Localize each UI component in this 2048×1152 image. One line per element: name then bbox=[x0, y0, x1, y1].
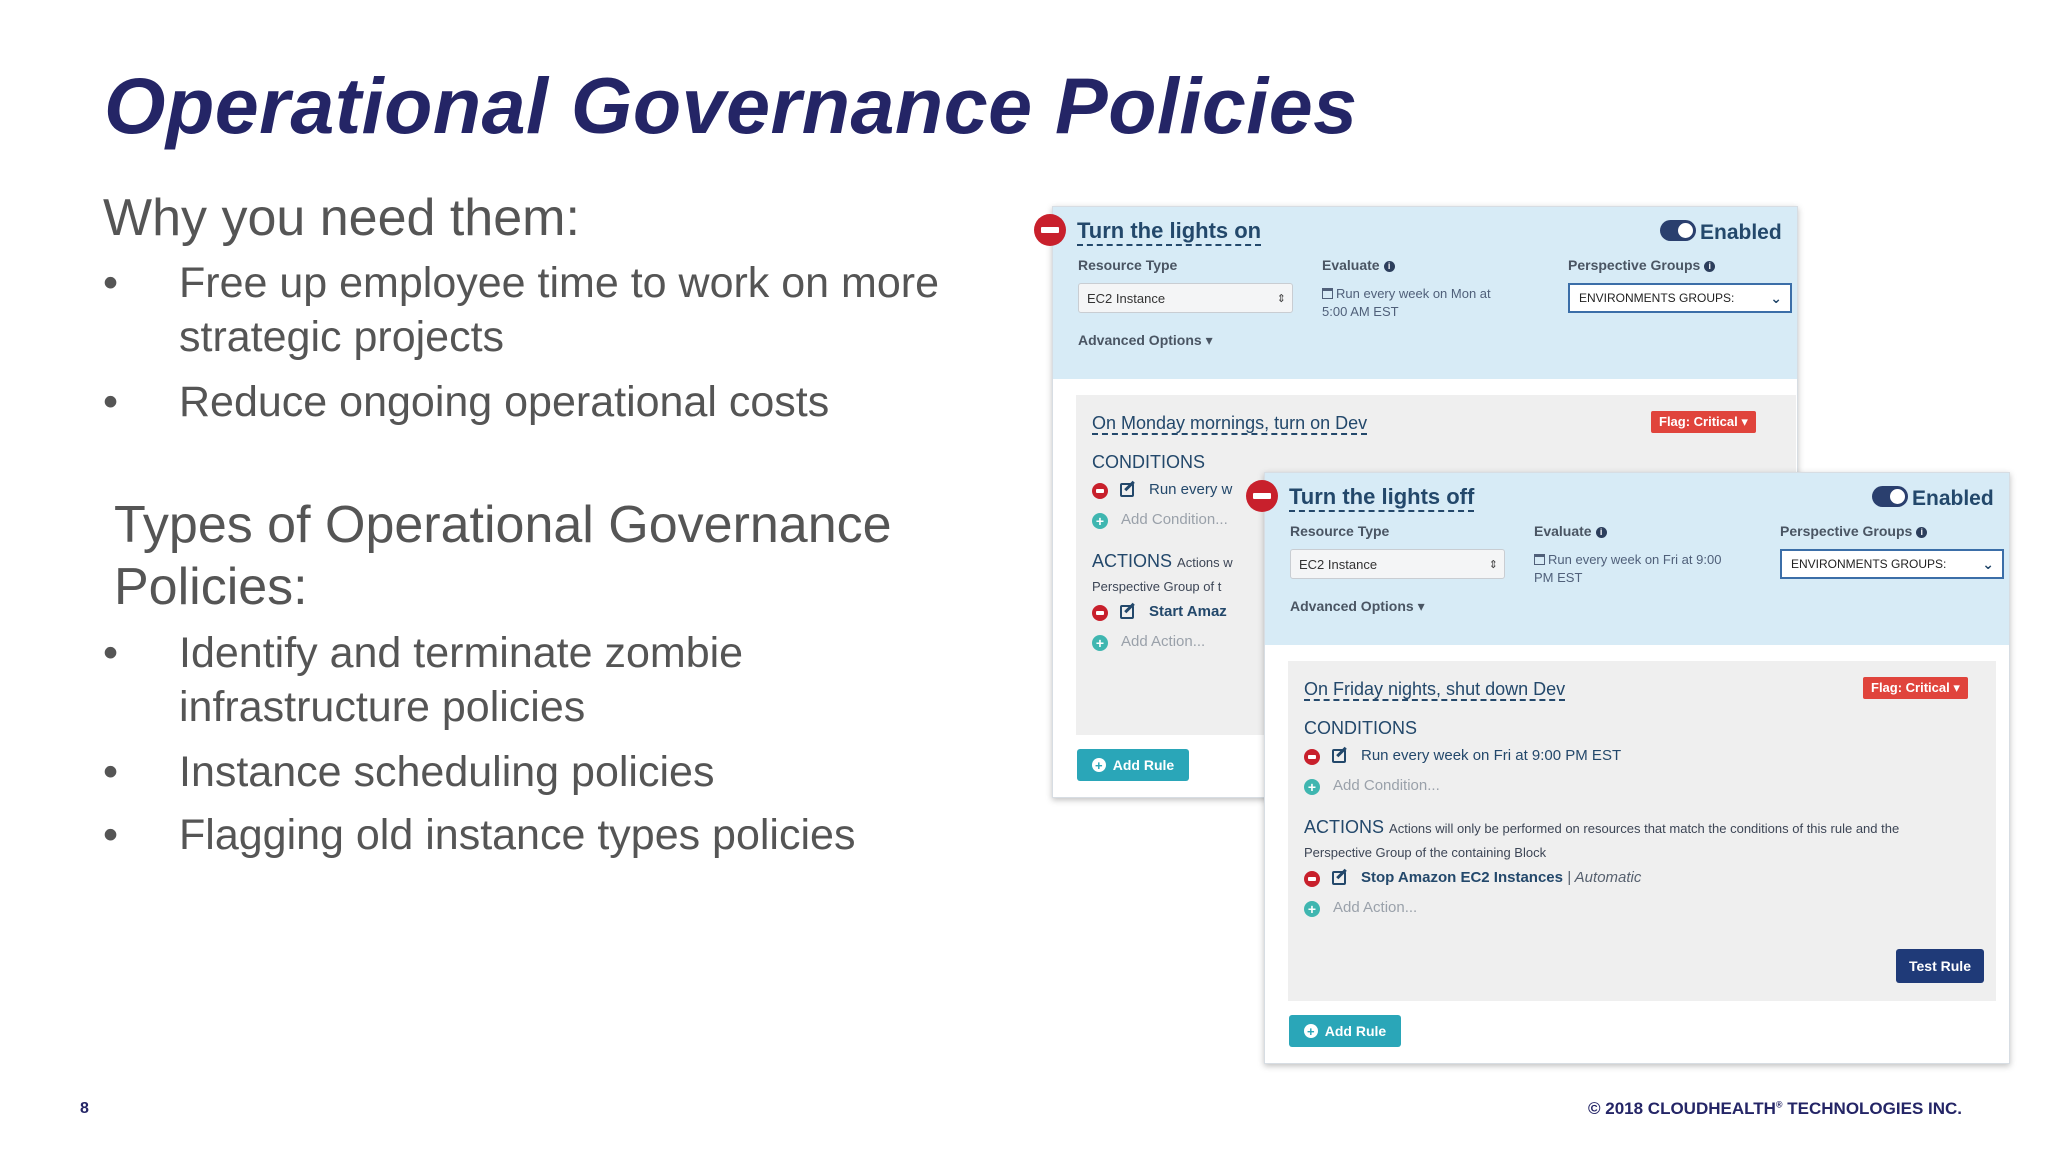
conditions-label: CONDITIONS bbox=[1092, 452, 1206, 472]
types-heading: Types of Operational Governance bbox=[114, 496, 892, 554]
evaluate-label bbox=[1534, 523, 1607, 539]
bullet-text: Identify and terminate zombie bbox=[179, 629, 744, 677]
advanced-options-toggle[interactable]: Advanced Options ▾ bbox=[1078, 332, 1213, 348]
calendar-icon bbox=[1534, 554, 1545, 565]
edit-icon[interactable] bbox=[1332, 749, 1346, 763]
types-bullet-2 bbox=[103, 745, 1003, 799]
policy-name[interactable]: Turn the lights off bbox=[1289, 485, 1474, 512]
remove-action-icon[interactable] bbox=[1092, 605, 1108, 621]
evaluate-line1: Run every week on Mon at bbox=[1336, 286, 1491, 301]
perspective-value: ENVIRONMENTS GROUPS: bbox=[1579, 291, 1735, 305]
evaluate-schedule bbox=[1534, 551, 1721, 587]
add-rule-button[interactable] bbox=[1289, 1015, 1401, 1047]
slide-title: Operational Governance Policies bbox=[104, 61, 1358, 150]
evaluate-schedule bbox=[1322, 285, 1491, 321]
add-action-link[interactable]: Add Action... bbox=[1333, 899, 1418, 916]
enabled-toggle[interactable] bbox=[1872, 486, 1908, 507]
remove-action-icon[interactable] bbox=[1304, 871, 1320, 887]
actions-note-line2: Perspective Group of the containing Block bbox=[1304, 845, 1547, 860]
bullet-text: Free up employee time to work on more bbox=[179, 259, 939, 307]
action-text bbox=[1361, 869, 1641, 886]
perspective-value: ENVIRONMENTS GROUPS: bbox=[1791, 557, 1947, 571]
advanced-options-toggle[interactable]: Advanced Options ▾ bbox=[1290, 598, 1425, 614]
bullet-dot: • bbox=[103, 629, 119, 677]
types-bullet-1 bbox=[103, 626, 1003, 736]
bullet-dot: • bbox=[103, 748, 119, 796]
actions-label bbox=[1304, 817, 1899, 838]
types-bullet-3 bbox=[103, 808, 1003, 862]
select-updown-icon: ⇕ bbox=[1276, 293, 1286, 305]
remove-condition-icon[interactable] bbox=[1092, 483, 1108, 499]
plus-icon: + bbox=[1092, 758, 1106, 772]
remove-policy-icon[interactable] bbox=[1246, 480, 1278, 512]
resource-type-label: Resource Type bbox=[1078, 257, 1178, 273]
add-action-icon[interactable]: + bbox=[1092, 635, 1108, 651]
info-icon[interactable]: i bbox=[1916, 527, 1927, 538]
types-heading-line2: Policies: bbox=[114, 558, 308, 616]
perspective-label-text: Perspective Groups bbox=[1780, 523, 1913, 539]
chevron-down-icon: ⌄ bbox=[1982, 556, 1994, 572]
condition-text: Run every w bbox=[1149, 481, 1233, 498]
action-name: Stop Amazon EC2 Instances bbox=[1361, 869, 1563, 886]
resource-type-value: EC2 Instance bbox=[1087, 291, 1166, 306]
copyright-footer bbox=[1588, 1099, 1962, 1119]
calendar-icon bbox=[1322, 288, 1333, 299]
enabled-label: Enabled bbox=[1912, 487, 1994, 510]
why-bullet-1 bbox=[103, 256, 1003, 366]
condition-text: Run every week on Fri at 9:00 PM EST bbox=[1361, 747, 1622, 764]
add-condition-icon[interactable]: + bbox=[1092, 513, 1108, 529]
resource-type-value: EC2 Instance bbox=[1299, 557, 1378, 572]
perspective-groups-label bbox=[1568, 257, 1715, 273]
edit-icon[interactable] bbox=[1120, 483, 1134, 497]
page-number: 8 bbox=[80, 1100, 89, 1117]
why-bullet-2 bbox=[103, 375, 1003, 429]
perspective-groups-select[interactable] bbox=[1568, 283, 1792, 313]
evaluate-line1: Run every week on Fri at 9:00 bbox=[1548, 552, 1722, 567]
rule-name[interactable]: On Monday mornings, turn on Dev bbox=[1092, 413, 1368, 433]
bullet-dot: • bbox=[103, 378, 119, 426]
add-condition-icon[interactable]: + bbox=[1304, 779, 1320, 795]
why-heading: Why you need them: bbox=[103, 189, 580, 247]
info-icon[interactable]: i bbox=[1704, 261, 1715, 272]
edit-icon[interactable] bbox=[1332, 871, 1346, 885]
remove-condition-icon[interactable] bbox=[1304, 749, 1320, 765]
policy-name[interactable]: Turn the lights on bbox=[1077, 219, 1261, 246]
actions-note-line2: Perspective Group of t bbox=[1092, 579, 1222, 594]
resource-type-label: Resource Type bbox=[1290, 523, 1390, 539]
add-rule-label: Add Rule bbox=[1324, 1023, 1387, 1039]
evaluate-line2: 5:00 AM EST bbox=[1322, 304, 1399, 319]
resource-type-select[interactable] bbox=[1290, 549, 1505, 579]
flag-critical-dropdown[interactable]: Flag: Critical ▾ bbox=[1651, 411, 1756, 433]
conditions-label: CONDITIONS bbox=[1304, 718, 1418, 738]
evaluate-line2: PM EST bbox=[1534, 570, 1583, 585]
registered-mark: ® bbox=[1775, 1099, 1783, 1110]
rule-block bbox=[1288, 661, 1996, 1001]
enabled-label: Enabled bbox=[1700, 221, 1782, 244]
copyright-text-rest: TECHNOLOGIES INC. bbox=[1782, 1099, 1963, 1118]
test-rule-button[interactable]: Test Rule bbox=[1896, 949, 1984, 983]
enabled-toggle[interactable] bbox=[1660, 220, 1696, 241]
bullet-text: strategic projects bbox=[179, 313, 505, 361]
policy-header bbox=[1053, 207, 1797, 379]
select-updown-icon: ⇕ bbox=[1488, 559, 1498, 571]
remove-policy-icon[interactable] bbox=[1034, 214, 1066, 246]
bullet-dot: • bbox=[103, 259, 119, 307]
add-condition-link[interactable]: Add Condition... bbox=[1333, 777, 1440, 794]
actions-label-text: ACTIONS bbox=[1304, 817, 1385, 837]
bullet-text: infrastructure policies bbox=[179, 683, 586, 731]
add-action-icon[interactable]: + bbox=[1304, 901, 1320, 917]
perspective-label-text: Perspective Groups bbox=[1568, 257, 1701, 273]
policy-card-lights-off bbox=[1264, 472, 2010, 1064]
info-icon[interactable]: i bbox=[1596, 527, 1607, 538]
evaluate-label-text: Evaluate bbox=[1322, 257, 1380, 273]
rule-name[interactable]: On Friday nights, shut down Dev bbox=[1304, 679, 1566, 699]
evaluate-label-text: Evaluate bbox=[1534, 523, 1592, 539]
plus-icon: + bbox=[1304, 1024, 1318, 1038]
bullet-dot: • bbox=[103, 811, 119, 859]
copyright-text: © 2018 CLOUDHEALTH bbox=[1588, 1099, 1776, 1118]
perspective-groups-select[interactable] bbox=[1780, 549, 2004, 579]
add-action-link[interactable]: Add Action... bbox=[1121, 633, 1206, 650]
action-text: Start Amaz bbox=[1149, 603, 1227, 620]
bullet-text: Reduce ongoing operational costs bbox=[179, 378, 830, 426]
add-rule-label: Add Rule bbox=[1112, 757, 1175, 773]
resource-type-select[interactable] bbox=[1078, 283, 1293, 313]
evaluate-label bbox=[1322, 257, 1395, 273]
actions-note: Actions w bbox=[1177, 555, 1233, 570]
bullet-text: Instance scheduling policies bbox=[179, 748, 715, 796]
info-icon[interactable]: i bbox=[1384, 261, 1395, 272]
bullet-text: Flagging old instance types policies bbox=[179, 811, 856, 859]
add-rule-button[interactable] bbox=[1077, 749, 1189, 781]
flag-critical-dropdown[interactable]: Flag: Critical ▾ bbox=[1863, 677, 1968, 699]
actions-note: Actions will only be performed on resources that match the conditions of this rule and the bbox=[1389, 821, 1900, 836]
action-mode: | Automatic bbox=[1563, 869, 1642, 886]
add-condition-link[interactable]: Add Condition... bbox=[1121, 511, 1228, 528]
policy-header bbox=[1265, 473, 2009, 645]
actions-label-text: ACTIONS bbox=[1092, 551, 1173, 571]
edit-icon[interactable] bbox=[1120, 605, 1134, 619]
chevron-down-icon: ⌄ bbox=[1770, 290, 1782, 306]
perspective-groups-label bbox=[1780, 523, 1927, 539]
actions-label bbox=[1092, 551, 1233, 572]
